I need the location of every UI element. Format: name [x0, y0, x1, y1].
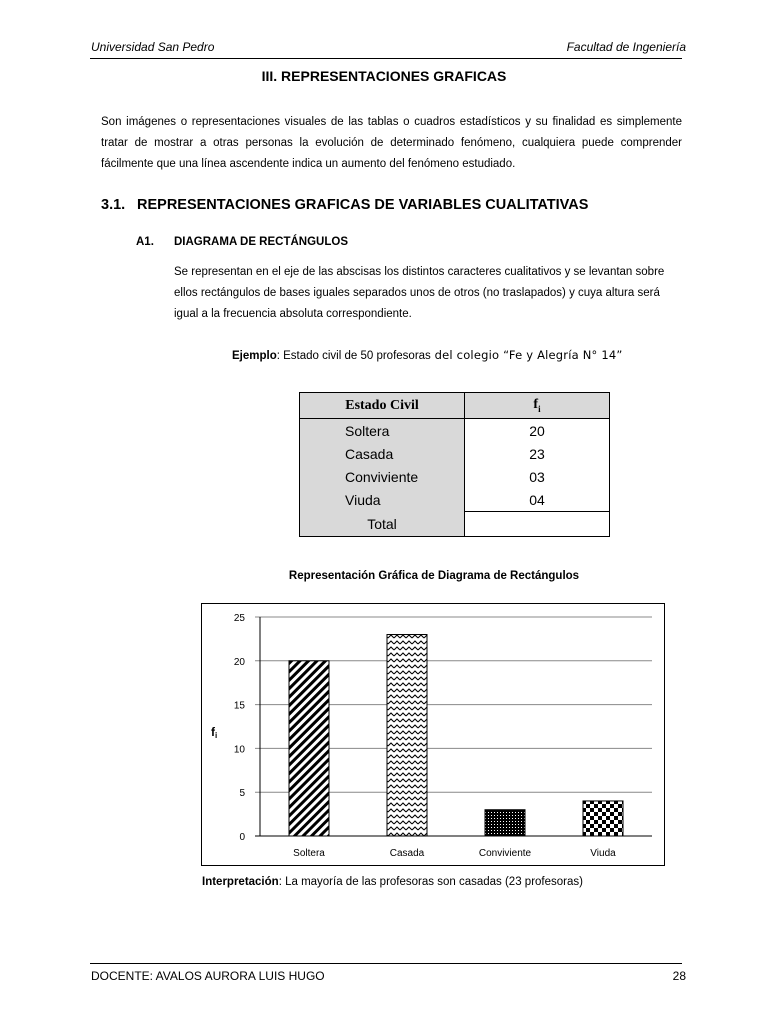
table-row [300, 488, 610, 512]
subsection-title: DIAGRAMA DE RECTÁNGULOS [174, 236, 348, 248]
table-cell-label: Viuda [300, 488, 465, 512]
description-paragraph: Se representan en el eje de las abscisas los distintos caracteres cualitativos y se levantan sobre ellos rectángulos de bases iguales separados unos de otros (no traslapados) y cuya altura será igual a la frecuencia absoluta correspondiente. [174, 266, 665, 320]
table-header-fi-main: f [533, 397, 539, 413]
header-institution: Universidad San Pedro [91, 40, 215, 54]
y-tick-label: 0 [239, 832, 245, 843]
chart-title: Representación Gráfica de Diagrama de Rectángulos [288, 570, 580, 582]
example-line [232, 348, 623, 362]
table-cell-value: 03 [465, 465, 610, 488]
subsection-heading [136, 236, 348, 248]
section-title: REPRESENTACIONES GRAFICAS DE VARIABLES CUALITATIVAS [137, 197, 589, 213]
bar-casada [387, 635, 427, 836]
table-cell-value: 04 [465, 488, 610, 512]
table-cell-label: Casada [300, 442, 465, 465]
footer-divider [90, 963, 682, 964]
x-tick-label: Soltera [293, 848, 325, 859]
bar-viuda [583, 801, 623, 836]
table-cell-label: Conviviente [300, 465, 465, 488]
bar-chart-frame [201, 603, 665, 866]
table-row [300, 442, 610, 465]
bar-conviviente [485, 810, 525, 836]
y-tick-label: 20 [233, 656, 245, 668]
section-heading [101, 197, 588, 213]
table-header-row [300, 393, 610, 419]
header-divider [90, 58, 682, 59]
interpretation-text: : La mayoría de las profesoras son casadas (23 profesoras) [278, 876, 583, 888]
table-total-row [300, 512, 610, 537]
page-number: 28 [672, 969, 686, 983]
y-tick-label: 25 [233, 613, 245, 624]
table-total-label: Total [300, 512, 465, 537]
table-cell-value: 20 [465, 419, 610, 443]
example-text: : Estado civil de 50 profesoras [276, 350, 431, 362]
frequency-table [299, 392, 610, 537]
y-tick-label: 5 [239, 788, 245, 800]
x-tick-label: Viuda [590, 848, 616, 859]
interpretation-label: Interpretación [202, 876, 279, 888]
x-tick-label: Casada [389, 848, 425, 859]
example-label: Ejemplo [232, 350, 277, 362]
example-school: del colegio “Fe y Alegría N° 14” [430, 348, 623, 362]
y-axis-label [211, 725, 217, 740]
footer-teacher: DOCENTE: AVALOS AURORA LUIS HUGO [91, 969, 325, 983]
bar-chart [202, 604, 666, 867]
section-number: 3.1. [101, 197, 126, 213]
y-tick-label: 15 [233, 700, 245, 712]
y-axis-label-sub: i [215, 731, 218, 740]
table-cell-value: 23 [465, 442, 610, 465]
table-row [300, 465, 610, 488]
page-title: III. REPRESENTACIONES GRAFICAS [261, 68, 507, 84]
table-row [300, 419, 610, 443]
y-tick-label: 10 [233, 744, 245, 756]
interpretation-line [202, 876, 583, 888]
table-header-fi [465, 393, 610, 419]
subsection-number: A1. [136, 236, 154, 248]
x-tick-label: Conviviente [478, 848, 532, 859]
intro-paragraph: Son imágenes o representaciones visuales de las tablas o cuadros estadísticos y su finalidad es simplemente tratar de mostrar a otras personas la evolución de determinado fenómeno, cualquiera puede comprender fácilmente que una línea ascendente indica un aumento del fenómeno estudiado. [101, 116, 682, 170]
header-faculty: Facultad de Ingeniería [566, 40, 686, 54]
y-axis-label-main: f [211, 725, 215, 739]
table-header-estado-civil: Estado Civil [300, 393, 465, 419]
table-cell-label: Soltera [300, 419, 465, 443]
bar-soltera [289, 661, 329, 836]
table-header-fi-sub: i [538, 403, 541, 414]
table-total-value [465, 512, 610, 537]
